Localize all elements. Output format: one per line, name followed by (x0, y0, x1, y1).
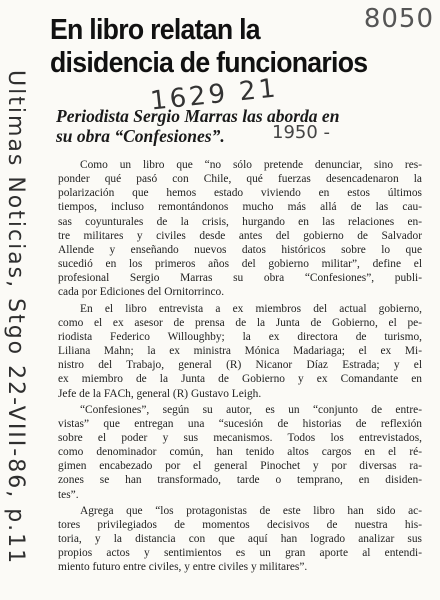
article-line: sobre el poder y sus mecanismos. Todos los entrevistados, (58, 431, 422, 444)
article-line: propios actos y sentimientos es un gran aporte al entendi- (58, 547, 422, 560)
article-line: tre militares y civiles desde antes del gobierno de Salvador (58, 229, 422, 242)
handwritten-year: 1950 - (272, 122, 331, 143)
article-line: profesional Sergio Marras su obra “Confesiones”, publi- (58, 272, 422, 285)
article-line: tiempos, incluso remontándonos mucho más allá de las cau- (58, 201, 422, 214)
article-line: zones se han transformado, tarde o temprano, en disiden- (58, 474, 422, 487)
headline-line-2: disidencia de funcionarios (50, 47, 368, 79)
subhead-line-2: su obra “Confesiones”. (56, 126, 225, 146)
subhead (56, 106, 424, 146)
article-line: miento futuro entre civiles, y entre civiles y militares”. (58, 561, 308, 574)
article-paragraph (58, 158, 422, 300)
headline (50, 14, 368, 80)
article-line: riodista Federico Willoughby; la ex directora de turismo, (58, 330, 422, 343)
article-line: sas coyunturales de la crisis, hurgando en las relaciones en- (58, 215, 422, 228)
article-line: En el libro entrevista a ex miembros del actual gobierno, (80, 302, 422, 315)
article-line: como el ex asesor de prensa de la Junta de Gobierno, el pe- (58, 316, 422, 329)
subhead-line-1: Periodista Sergio Marras las aborda en (56, 106, 340, 126)
article-line: cada por Ediciones del Ornitorrinco. (58, 286, 225, 299)
headline-line-1: En libro relatan la (50, 14, 260, 46)
article-line: Liliana Mahn; la ex ministra Mónica Madariaga; el ex Mi- (58, 345, 422, 358)
article-line: vistas” que entregan una “sucesión de historias de reflexión (58, 417, 422, 430)
article-line: polarización que hemos estado viviendo en estos últimos (58, 187, 422, 200)
article-line: tores privilegiados de momentos decisivos de nuestra his- (58, 518, 422, 531)
article-line: ex miembro de la Junta de Gobierno y ex Comandante en (58, 373, 422, 386)
article-paragraph (58, 302, 422, 401)
article-line: como denominador común, han tenido altos cargos en el ré- (58, 446, 422, 459)
handwritten-inventory-number: 1629 21 (148, 73, 280, 117)
article-line: Como un libro que “no sólo pretende denunciar, sino res- (80, 159, 422, 171)
article-line: tes”. (58, 488, 79, 501)
article-line: sucedió en los primeros años del gobierno militar”, define el (58, 258, 422, 271)
article-line: ponder qué pasó con Chile, qué fuerzas desencadenaron la (58, 173, 422, 186)
handwritten-source-note: Ultimas Noticias, Stgo 22-VIII-86, p.11 (3, 70, 28, 566)
article-line: Allende y enseñando nuevos datos históricos sobre lo que (58, 243, 422, 256)
article-body (58, 158, 422, 577)
article-line: gimen encabezado por el general Pinochet y por diversas ra- (58, 460, 422, 473)
article-line: nistro del Trabajo, general (R) Nicanor Díaz Estrada; y el (58, 359, 422, 372)
handwritten-catalog-number: 8050 (363, 4, 434, 34)
article-line: “Confesiones”, según su autor, es un “conjunto de entre- (80, 403, 422, 416)
article-paragraph (58, 403, 422, 502)
article-line: Jefe de la FACh, general (R) Gustavo Leigh. (58, 387, 262, 400)
article-line: Agrega que “los protagonistas de este libro han sido ac- (80, 504, 422, 517)
article-paragraph (58, 504, 422, 575)
article-line: toria, y la distancia con que aquí han logrado analizar sus (58, 533, 422, 546)
